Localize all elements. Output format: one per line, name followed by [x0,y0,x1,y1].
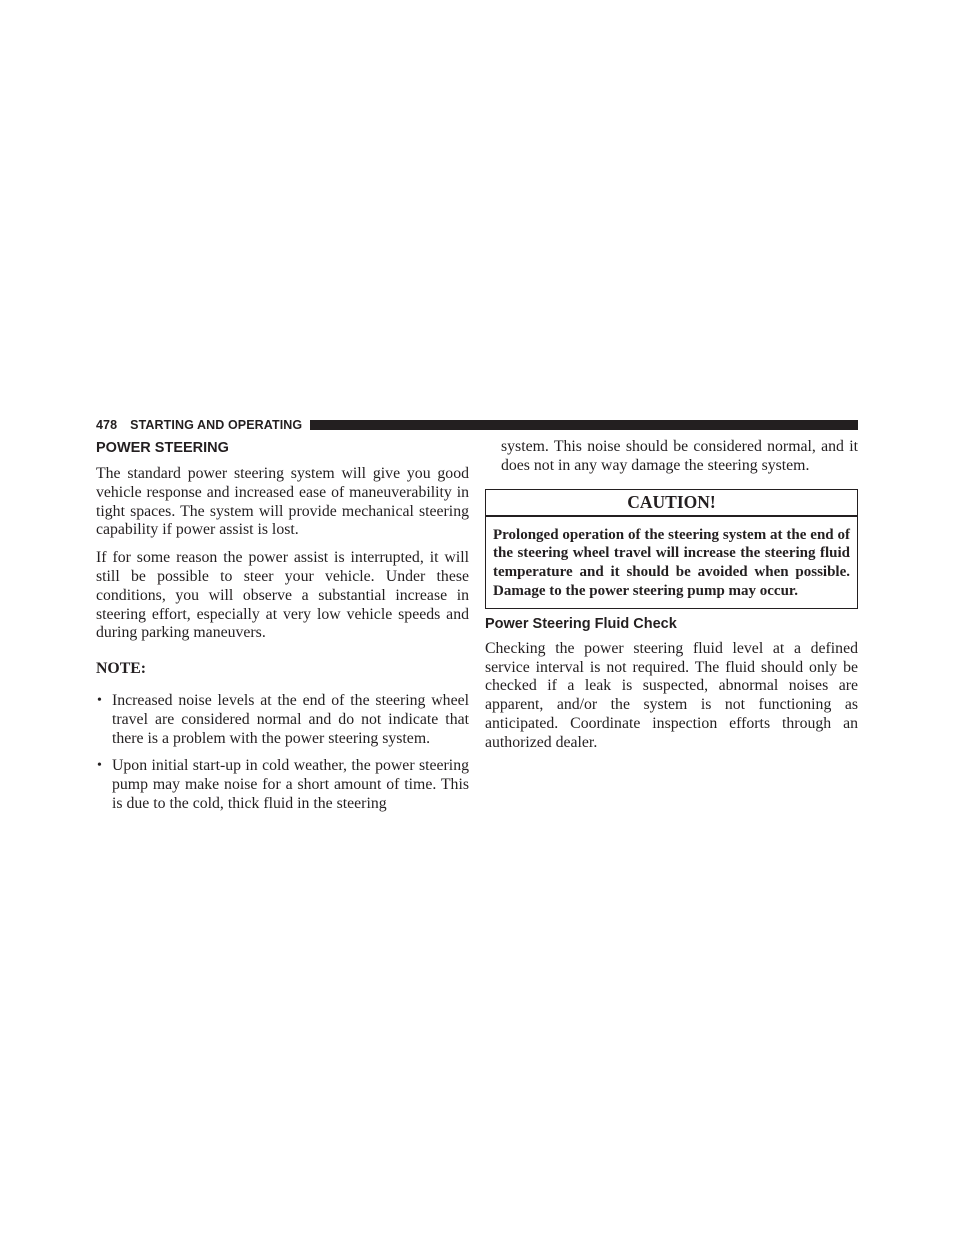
paragraph-assist-interrupted: If for some reason the power assist is interrupted, it will still be possible to steer your vehicle. Under these conditions, you will observe a substantial increase in steering effort, especially at very low vehicle speeds and during parking maneuvers. [96,549,469,642]
list-item [96,692,469,748]
page-number: 478 [96,418,118,432]
bullet-continuation: system. This noise should be considered normal, and it does not in any way damage the steering system. [501,438,858,474]
note-list [96,692,469,814]
subsection-heading: Power Steering Fluid Check [485,615,677,632]
paragraph-fluid-check: Checking the power steering fluid level at a defined service interval is not required. The fluid should only be checked if a leak is suspected, abnormal noises are apparent, and/or the system is not functioning as anticipated. Coordinate inspection efforts through an authorized dealer. [485,639,858,751]
caution-box [485,489,858,609]
bullet-icon: • [97,758,102,774]
note-label: NOTE: [96,660,147,678]
bullet-text: Upon initial start-up in cold weather, the power steering pump may make noise for a short amount of time. This is due to the cold, thick fluid in the steering [112,757,469,812]
bullet-icon: • [97,692,102,708]
section-heading: POWER STEERING [96,440,229,456]
left-column [96,438,469,814]
page-header [96,416,858,434]
right-column [485,438,858,753]
section-title: STARTING AND OPERATING [130,418,303,432]
caution-title: CAUTION! [486,490,857,517]
paragraph-intro: The standard power steering system will give you good vehicle response and increased ease of maneuverability in tight spaces. The system will provide mechanical steering capability if power assist is lost. [96,465,469,539]
caution-text: Prolonged operation of the steering system at the end of the steering wheel travel will increase the steering fluid temperature and it should be avoided when possible. Damage to the power steering pump may occur. [493,526,850,599]
list-item [96,757,469,813]
header-rule [310,420,858,430]
bullet-text: Increased noise levels at the end of the steering wheel travel are considered normal and do not indicate that there is a problem with the power steering system. [112,691,469,747]
